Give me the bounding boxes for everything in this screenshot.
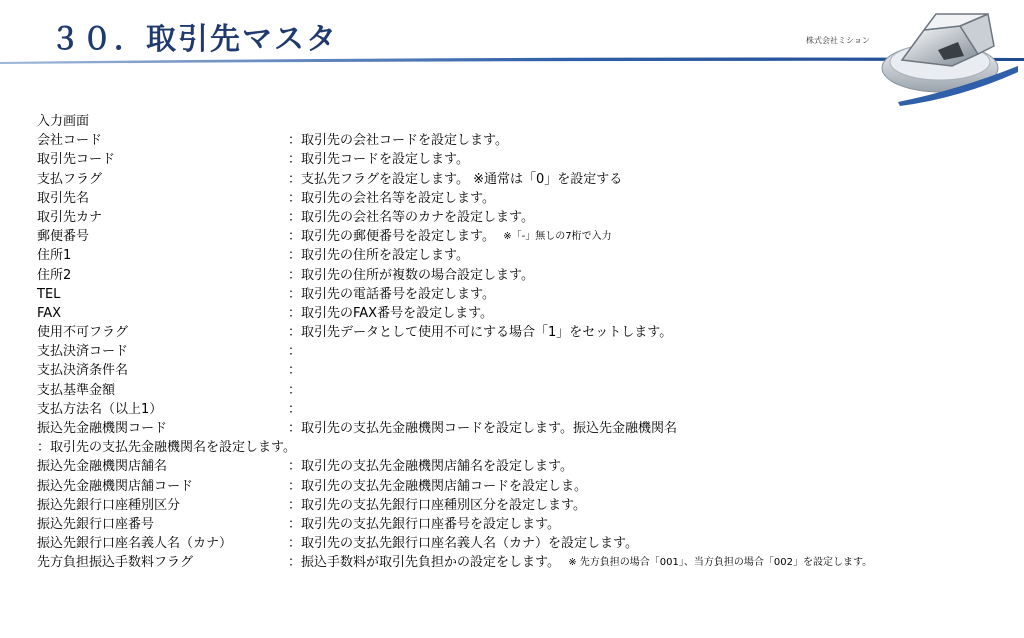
field-desc: ：取引先の会社コードを設定します。 <box>288 133 508 149</box>
field-row <box>37 496 1017 515</box>
field-label: 振込先金融機関店舗名 <box>37 459 168 475</box>
section-title: 入力画面 <box>37 114 90 129</box>
field-label: 取引先名 <box>37 190 90 206</box>
field-row <box>37 323 1017 342</box>
field-desc: ：取引先の住所を設定します。 <box>288 248 469 264</box>
field-label: 支払フラグ <box>37 171 103 187</box>
field-row <box>37 381 1017 400</box>
field-label: 使用不可フラグ <box>37 325 129 341</box>
field-label: 取引先コード <box>37 152 116 168</box>
field-row <box>37 150 1017 169</box>
field-desc: ：取引先の支払先金融機関店舗コードを設定しま。 <box>288 478 588 494</box>
field-desc: ：取引先の郵便番号を設定します。 <box>288 229 495 245</box>
field-label: 会社コード <box>37 133 103 149</box>
field-desc: ：取引先コードを設定します。 <box>288 152 469 168</box>
company-name: 株式会社ミション <box>806 36 870 45</box>
field-desc: ：取引先データとして使用不可にする場合「1」をセットします。 <box>288 325 673 341</box>
field-label: 住所1 <box>37 248 72 264</box>
field-label: FAX <box>37 305 62 321</box>
field-row <box>37 285 1017 304</box>
field-desc: ：取引先の住所が複数の場合設定します。 <box>288 267 534 283</box>
field-desc: ：取引先の電話番号を設定します。 <box>288 286 495 302</box>
page-title: ３０．取引先マスタ <box>50 22 338 57</box>
field-desc: ： <box>288 382 302 398</box>
field-desc: ：振込手数料が取引先負担かの設定をします。 <box>288 555 560 571</box>
field-label: TEL <box>37 286 61 302</box>
field-row <box>37 534 1017 553</box>
field-desc: ：取引先の支払先銀行口座番号を設定します。 <box>288 516 560 532</box>
field-desc: ：取引先の支払先金融機関店舗名を設定します。 <box>288 459 573 475</box>
field-label: 振込先銀行口座種別区分 <box>37 497 181 513</box>
field-label: 振込先金融機関店舗コード <box>37 478 194 494</box>
field-desc: ：取引先の支払先銀行口座名義人名（カナ）を設定します。 <box>288 536 638 552</box>
field-desc: ： <box>288 401 302 417</box>
field-label: 郵便番号 <box>37 229 90 245</box>
field-row <box>37 189 1017 208</box>
field-row <box>37 361 1017 380</box>
field-row <box>37 304 1017 323</box>
field-row <box>37 170 1017 189</box>
field-list <box>37 112 1017 573</box>
field-label: 取引先カナ <box>37 209 103 225</box>
field-row <box>37 553 1017 572</box>
field-row <box>37 208 1017 227</box>
field-row <box>37 457 1017 476</box>
field-row <box>37 342 1017 361</box>
field-row <box>37 515 1017 534</box>
field-note: ※「-」無しの7桁で入力 <box>503 231 612 243</box>
field-row <box>37 227 1017 246</box>
field-label: 振込先銀行口座番号 <box>37 516 155 532</box>
field-desc: ：取引先の会社名等を設定します。 <box>288 190 495 206</box>
field-label: 振込先銀行口座名義人名（カナ） <box>37 536 233 552</box>
field-desc: ：取引先の会社名等のカナを設定します。 <box>288 209 534 225</box>
field-label: 振込先金融機関コード <box>37 421 168 436</box>
field-desc: ：支払先フラグを設定します。 ※通常は「0」を設定する <box>288 171 623 187</box>
field-label: 住所2 <box>37 267 72 283</box>
company-logo-icon <box>868 6 1018 106</box>
field-desc: ：取引先のFAX番号を設定します。 <box>288 305 494 321</box>
field-label: 支払基準金額 <box>37 382 116 398</box>
field-row <box>37 400 1017 419</box>
field-label: 支払方法名（以上1） <box>37 401 163 417</box>
field-row <box>37 246 1017 265</box>
field-row <box>37 477 1017 496</box>
field-label: 先方負担振込手数料フラグ <box>37 555 194 571</box>
field-desc: ： <box>288 363 302 379</box>
field-row <box>37 419 1017 438</box>
field-desc: ：取引先の支払先銀行口座種別区分を設定します。 <box>288 497 586 513</box>
field-row <box>37 266 1017 285</box>
field-row <box>37 131 1017 150</box>
field-desc: ： <box>288 344 302 360</box>
field-desc: ：取引先の支払先金融機関コードを設定します。振込先金融機関名 <box>288 421 677 436</box>
slide-header <box>0 0 1024 100</box>
field-note: ※ 先方負担の場合「001」、当方負担の場合「002」を設定します。 <box>568 557 873 569</box>
field-label: 支払決済条件名 <box>37 363 129 379</box>
continuation-line: ：取引先の支払先金融機関名を設定します。 <box>37 440 296 456</box>
field-label: 支払決済コード <box>37 344 129 360</box>
